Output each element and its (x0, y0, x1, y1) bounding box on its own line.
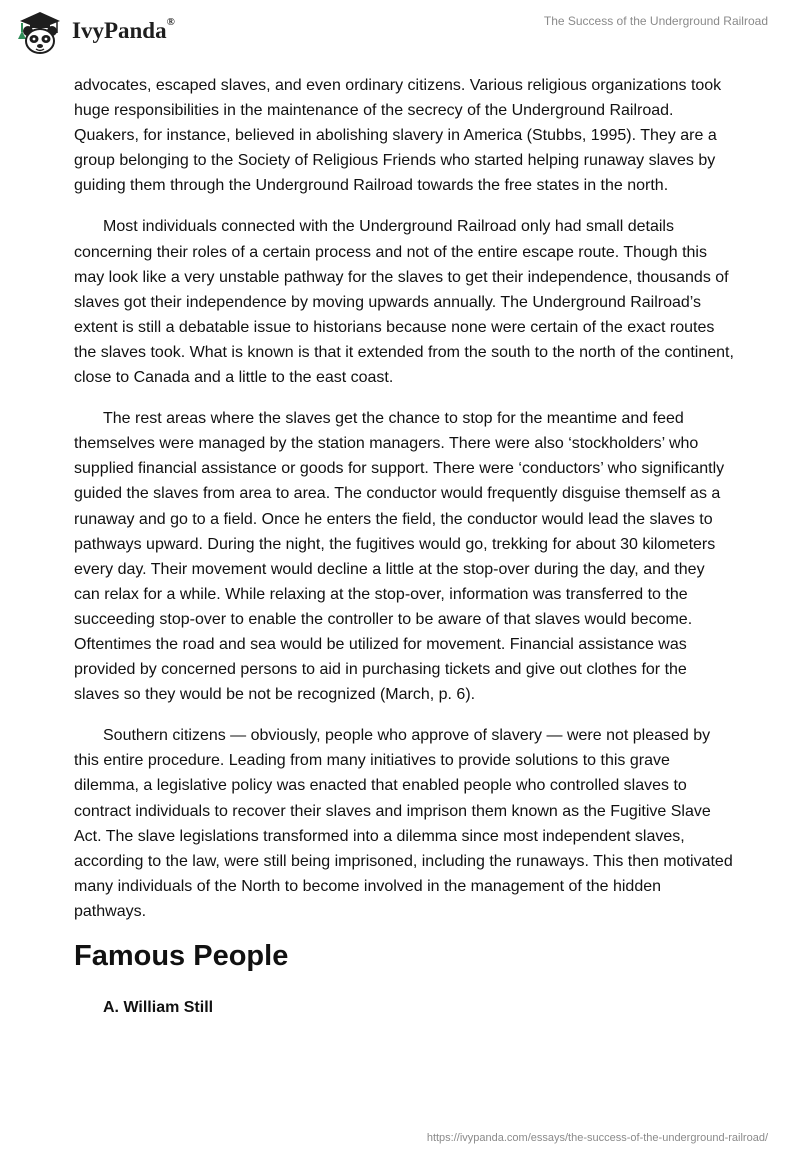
section-heading: Famous People (74, 940, 289, 972)
page-header (0, 0, 800, 64)
paragraph: Southern citizens — obviously, people who approve of slavery — were not pleased by this entire procedure. Leading from many initiatives to provide solutions to this grave dilemma, a legislative policy was enacted that enabled people who controlled slaves to contract individuals to recover their slaves and imprison them known as the Fugitive Slave Act. The slave legislations transformed into a dilemma since most independent slaves, according to the law, were still being imprisoned, including the runaways. This then motivated many individuals of the North to become involved in the management of the hidden pathways. (74, 727, 733, 920)
subsection-heading: A. William Still (103, 999, 214, 1016)
source-url[interactable]: https://ivypanda.com/essays/the-success-of-the-underground-railroad/ (426, 1132, 768, 1144)
paragraph: The rest areas where the slaves get the chance to stop for the meantime and feed themselves were managed by the station managers. There were also ‘stockholders’ who supplied financial assistance or goods for support. There were ‘conductors’ who significantly guided the slaves from area to area. The conductor would frequently disguise themself as a runaway and go to a field. Once he enters the field, the conductor would lead the slaves to pathways upward. During the night, the fugitives would go, trekking for about 30 kilometers every day. Their movement would decline a little at the stop-over during the day, and they can relax for a while. While relaxing at the stop-over, information was transferred to the succeeding stop-over to enable the controller to be aware of that slaves would become. Oftentimes the road and sea would be utilized for movement. Financial assistance was provided by concerned persons to aid in purchasing tickets and give out clothes for the slaves so they would be not be recognized (March, p. 6). (74, 410, 725, 704)
paragraph-continued: advocates, escaped slaves, and even ordinary citizens. Various religious organizations took huge responsibilities in the maintenance of the secrecy of the Underground Railroad. Quakers, for instance, believed in abolishing slavery in America (Stubbs, 1995). They are a group belonging to the Society of Religious Friends who started helping runaway slaves by guiding them through the Underground Railroad towards the free states in the north. (74, 77, 722, 195)
brand-logo[interactable] (14, 9, 175, 57)
document-title: The Success of the Underground Railroad (543, 14, 768, 28)
essay-body (74, 73, 734, 1017)
paragraph: Most individuals connected with the Underground Railroad only had small details concerning their roles of a certain process and not of the entire escape route. Though this may look like a very unstable pathway for the slaves to get their independence, thousands of slaves got their independence by moving upwards annually. The Underground Railroad’s extent is still a debatable issue to historians because none were certain of the exact routes the slaves took. What is known is that it extended from the south to the north of the continent, close to Canada and a little to the east coast. (74, 218, 734, 387)
brand-name: IvyPanda® (72, 16, 175, 43)
panda-graduate-icon (14, 9, 66, 57)
